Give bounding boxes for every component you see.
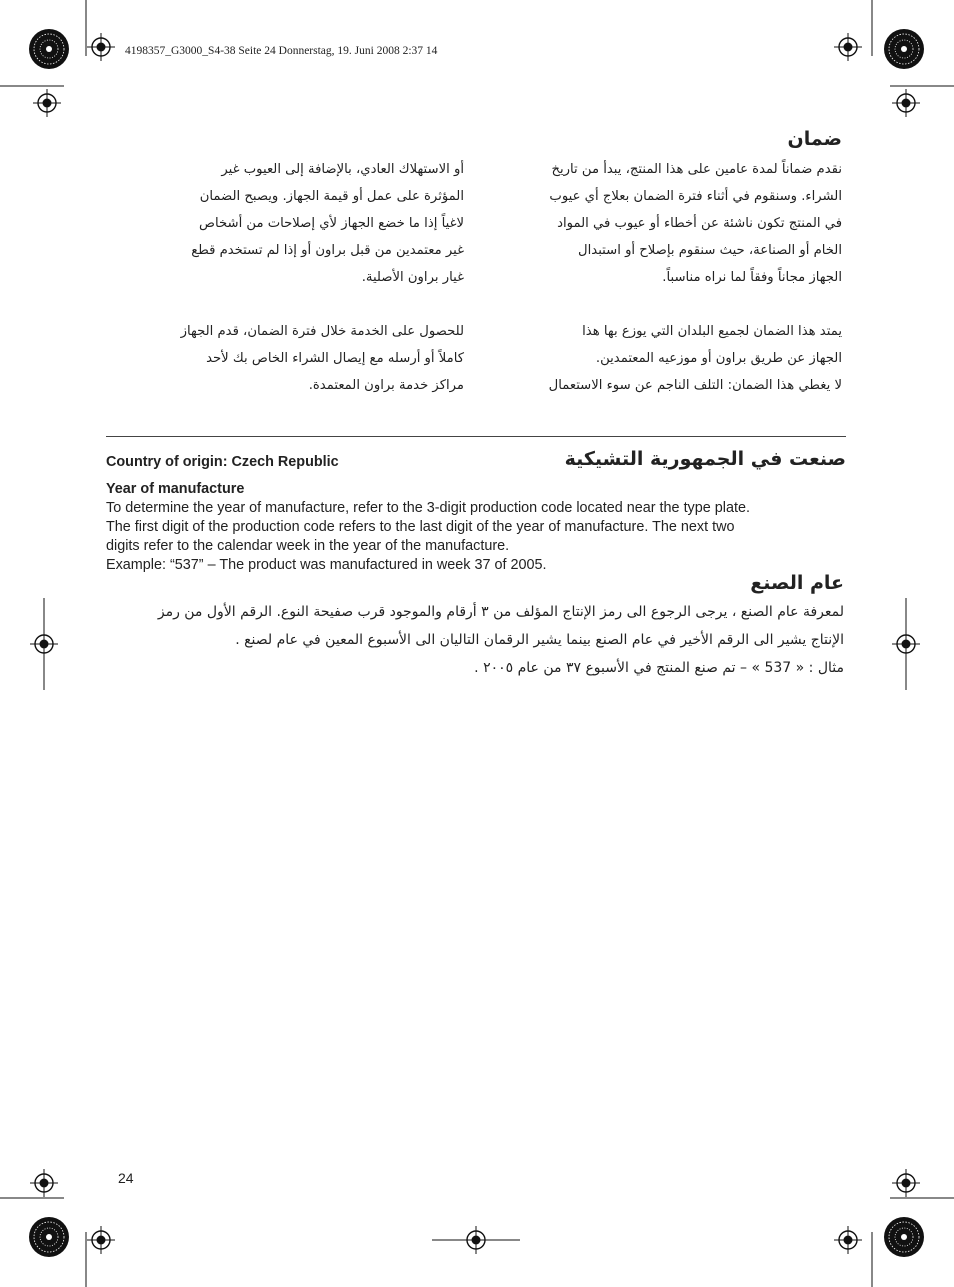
registration-star-bottom-right xyxy=(884,1217,924,1257)
text-line: مثال : « 537 » – تم صنع المنتج في الأسبوع ٣٧ من عام ٢٠٠٥ . xyxy=(474,660,844,676)
year-of-manufacture-arabic-title: عام الصنع xyxy=(750,572,844,594)
year-of-manufacture-text xyxy=(106,499,750,575)
text-line: الجهاز مجاناً وفقاً لما نراه مناسباً. xyxy=(662,270,842,285)
text-line: الخام أو الصناعة، حيث سنقوم بإصلاح أو استبدال xyxy=(578,243,842,258)
section-divider xyxy=(106,436,846,437)
registration-star-bottom-left xyxy=(29,1217,69,1257)
text-line: To determine the year of manufacture, refer to the 3-digit production code located near the type plate. xyxy=(106,500,750,516)
guarantee-column-left xyxy=(134,156,464,291)
guarantee-column-right xyxy=(507,156,842,291)
country-of-origin-label: Country of origin: Czech Republic xyxy=(106,454,339,470)
page-number: 24 xyxy=(118,1170,134,1186)
country-of-origin-arabic: صنعت في الجمهورية التشيكية xyxy=(564,448,846,470)
guarantee-column-right-2 xyxy=(507,318,842,399)
text-line: digits refer to the calendar week in the year of the manufacture. xyxy=(106,538,510,554)
text-line: لمعرفة عام الصنع ، يرجى الرجوع الى رمز الإنتاج المؤلف من ٣ أرقام والموجود قرب صفيحة النوع. الرقم الأول من رمز xyxy=(157,604,844,620)
text-line: أو الاستهلاك العادي، بالإضافة إلى العيوب غير xyxy=(221,162,464,177)
registration-star-top-right xyxy=(884,29,924,69)
text-line: الإنتاج يشير الى الرقم الأخير في عام الصنع بينما يشير الرقمان التاليان الى الأسبوع المعين في عام لصنع . xyxy=(235,632,844,648)
print-job-header: 4198357_G3000_S4-38 Seite 24 Donnerstag, 19. Juni 2008 2:37 14 xyxy=(125,45,438,57)
text-line: يمتد هذا الضمان لجميع البلدان التي يوزع بها هذا xyxy=(582,324,842,339)
text-line: الشراء. وسنقوم في أثناء فترة الضمان بعلاج أي عيوب xyxy=(549,189,842,204)
text-line: Example: “537” – The product was manufactured in week 37 of 2005. xyxy=(106,557,547,573)
text-line: نقدم ضماناً لمدة عامين على هذا المنتج، يبدأ من تاريخ xyxy=(551,162,842,177)
text-line: المؤثرة على عمل أو قيمة الجهاز. ويصبح الضمان xyxy=(199,189,464,204)
text-line: لا يغطي هذا الضمان: التلف الناجم عن سوء الاستعمال xyxy=(548,378,842,393)
text-line: للحصول على الخدمة خلال فترة الضمان، قدم الجهاز xyxy=(180,324,464,339)
text-line: كاملاً أو أرسله مع إيصال الشراء الخاص بك لأحد xyxy=(206,351,464,366)
registration-star-top-left xyxy=(29,29,69,69)
guarantee-column-left-2 xyxy=(134,318,464,399)
year-of-manufacture-title: Year of manufacture xyxy=(106,481,245,497)
text-line: الجهاز عن طريق براون أو موزعيه المعتمدين. xyxy=(595,351,842,366)
year-of-manufacture-arabic-text xyxy=(124,598,844,682)
text-line: غير معتمدين من قبل براون أو إذا لم تستخدم قطع xyxy=(191,243,464,258)
text-line: لاغياً إذا ما خضع الجهاز لأي إصلاحات من أشخاص xyxy=(199,216,464,231)
text-line: في المنتج تكون ناشئة عن أخطاء أو عيوب في المواد xyxy=(557,216,842,231)
text-line: The first digit of the production code refers to the last digit of the year of manufacture. The next two xyxy=(106,519,735,535)
text-line: مراكز خدمة براون المعتمدة. xyxy=(308,378,464,393)
text-line: غيار براون الأصلية. xyxy=(361,270,464,285)
guarantee-title: ضمان xyxy=(787,128,842,150)
